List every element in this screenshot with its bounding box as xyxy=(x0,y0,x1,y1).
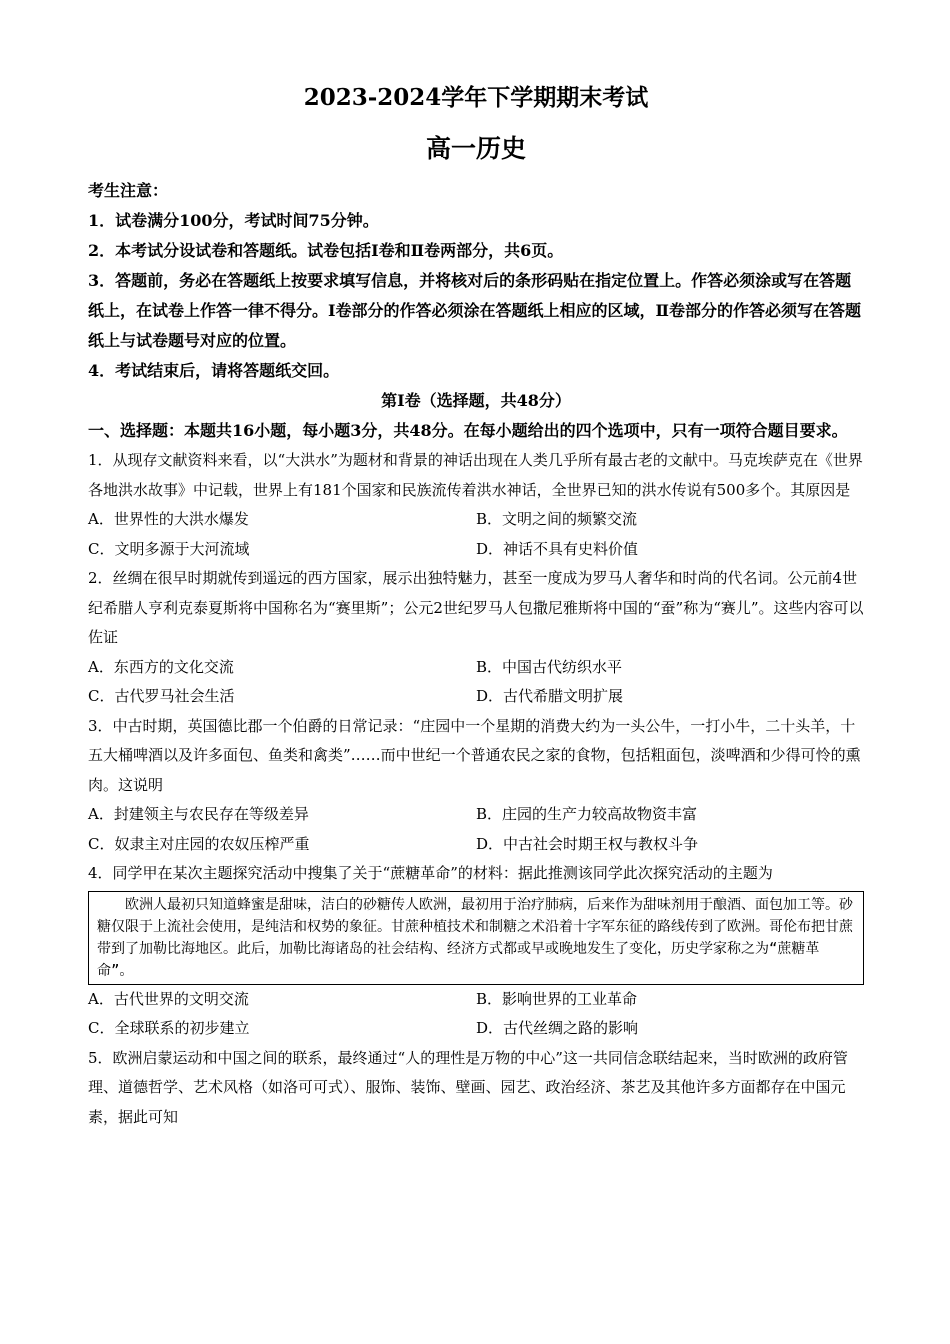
notice-heading: 考生注意： xyxy=(88,181,169,200)
notice-item: 3．答题前，务必在答题纸上按要求填写信息，并将核对后的条形码贴在指定位置上。作答必须涂或写在答题纸上，在试卷上作答一律不得分。Ⅰ卷部分的作答必须涂在答题纸上相应的区域，Ⅱ卷部分的作答必须写在答题纸上与试卷题号对应的位置。 xyxy=(88,271,861,350)
option-a: A．东西方的文化交流 xyxy=(88,657,234,676)
exam-title: 2023-2024学年下学期期末考试 xyxy=(303,84,649,111)
question-3 xyxy=(88,712,864,860)
option-c: C．古代罗马社会生活 xyxy=(88,687,235,705)
option-a: A．封建领主与农民存在等级差异 xyxy=(88,805,309,823)
question-stem: 2．丝绸在很早时期就传到遥远的西方国家，展示出独特魅力，甚至一度成为罗马人奢华和时尚的代名词。公元前4世纪希腊人亨利克泰夏斯将中国称名为“赛里斯”；公元2世纪罗马人包撒尼雅斯将中国的“蚕”称为“赛儿”。这些内容可以佐证 xyxy=(88,569,864,646)
notice-item: 2．本考试分设试卷和答题纸。试卷包括Ⅰ卷和Ⅱ卷两部分，共6页。 xyxy=(88,241,564,260)
notice-item: 4．考试结束后，请将答题纸交回。 xyxy=(88,361,340,380)
option-a: A．古代世界的文明交流 xyxy=(88,989,249,1008)
question-5 xyxy=(88,1044,864,1133)
option-d: D．古代希腊文明扩展 xyxy=(476,687,624,705)
option-b: B．庄园的生产力较高故物资丰富 xyxy=(476,805,698,823)
material-box: 欧洲人最初只知道蜂蜜是甜味，洁白的砂糖传人欧洲，最初用于治疗肺病，后来作为甜味剂用于酿酒、面包加工等。砂糖仅限于上流社会使用，是纯洁和权势的象征。甘蔗种植技术和制糖之术沿着十字军东征的路线传到了欧洲。哥伦布把甘蔗带到了加勒比海地区。此后，加勒比海诸岛的社会结构、经济方式都或早或晚地发生了变化，历史学家称之为“蔗糖革命”。 xyxy=(88,891,864,985)
candidate-notice xyxy=(88,176,864,386)
question-stem: 1．从现存文献资料来看，以“大洪水”为题材和背景的神话出现在人类几乎所有最古老的文献中。马克埃萨克在《世界各地洪水故事》中记载，世界上有181个国家和民族流传着洪水神话，全世界已知的洪水传说有500多个。其原因是 xyxy=(88,451,863,499)
question-1 xyxy=(88,446,864,564)
option-d: D．中古社会时期王权与教权斗争 xyxy=(476,834,699,853)
question-stem: 4．同学甲在某次主题探究活动中搜集了关于“蔗糖革命”的材料：据此推测该同学此次探究活动的主题为 xyxy=(88,864,773,882)
question-options xyxy=(88,505,864,564)
question-options xyxy=(88,653,864,712)
exam-page xyxy=(88,82,864,1132)
section-title: 第Ⅰ卷（选择题，共48分） xyxy=(381,391,571,410)
option-d: D．神话不具有史料价值 xyxy=(476,539,639,558)
question-options xyxy=(88,800,864,859)
notice-item: 1．试卷满分100分，考试时间75分钟。 xyxy=(88,211,379,230)
section-description: 一、选择题：本题共16小题，每小题3分，共48分。在每小题给出的四个选项中，只有一项符合题目要求。 xyxy=(88,421,848,440)
option-b: B．中国古代纺织水平 xyxy=(476,657,623,676)
question-2 xyxy=(88,564,864,712)
question-4 xyxy=(88,859,864,1044)
option-b: B．文明之间的频繁交流 xyxy=(476,510,638,528)
exam-subject: 高一历史 xyxy=(425,134,526,163)
option-c: C．全球联系的初步建立 xyxy=(88,1019,250,1037)
question-options xyxy=(88,985,864,1044)
question-stem: 3．中古时期，英国德比郡一个伯爵的日常记录：“庄园中一个星期的消费大约为一头公牛，一打小牛，二十头羊，十五大桶啤酒以及许多面包、鱼类和禽类”……而中世纪一个普通农民之家的食物，包括粗面包，淡啤酒和少得可怜的熏肉。这说明 xyxy=(88,716,861,794)
option-d: D．古代丝绸之路的影响 xyxy=(476,1019,639,1037)
option-b: B．影响世界的工业革命 xyxy=(476,989,638,1008)
option-c: C．奴隶主对庄园的农奴压榨严重 xyxy=(88,834,310,853)
question-stem: 5．欧洲启蒙运动和中国之间的联系，最终通过“人的理性是万物的中心”这一共同信念联结起来，当时欧洲的政府管理、道德哲学、艺术风格（如洛可可式）、服饰、装饰、壁画、园艺、政治经济、茶艺及其他许多方面都存在中国元素，据此可知 xyxy=(88,1048,848,1126)
option-c: C．文明多源于大河流域 xyxy=(88,539,250,558)
option-a: A．世界性的大洪水爆发 xyxy=(88,510,249,528)
